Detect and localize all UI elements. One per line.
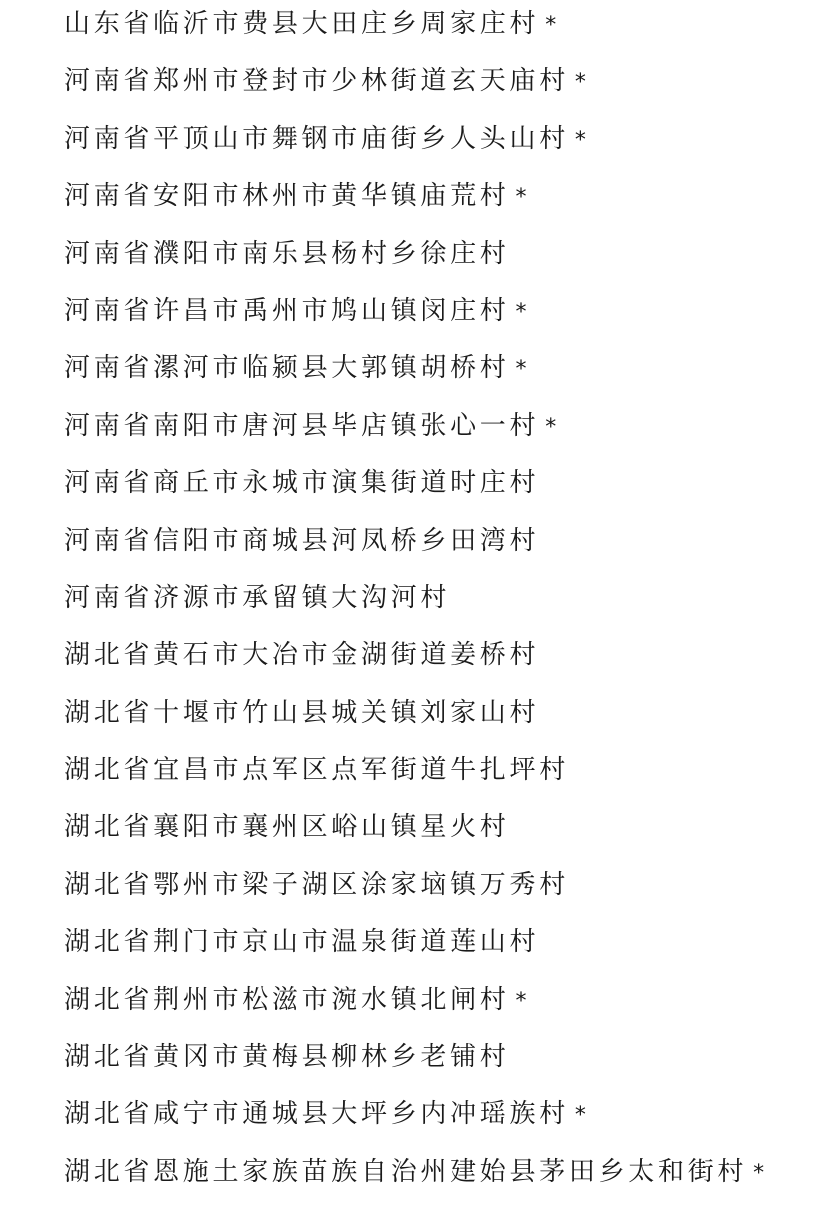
village-name: 湖北省鄂州市梁子湖区涂家垴镇万秀村 bbox=[64, 869, 569, 900]
village-name: 湖北省黄石市大冶市金湖街道姜桥村 bbox=[64, 640, 540, 671]
village-name: 河南省许昌市禹州市鸠山镇闵庄村 bbox=[64, 295, 510, 326]
village-name: 山东省临沂市费县大田庄乡周家庄村 bbox=[64, 9, 540, 39]
village-name: 湖北省襄阳市襄州区峪山镇星火村 bbox=[64, 812, 510, 843]
list-item bbox=[64, 803, 804, 860]
list-item bbox=[64, 0, 804, 57]
village-name: 湖北省黄冈市黄梅县柳林乡老铺村 bbox=[64, 1042, 510, 1073]
asterisk-mark: * bbox=[515, 299, 531, 325]
village-name: 湖北省荆州市松滋市涴水镇北闸村 bbox=[64, 984, 510, 1015]
list-item bbox=[64, 517, 804, 574]
list-item bbox=[64, 344, 804, 401]
list-item bbox=[64, 631, 804, 688]
list-item bbox=[64, 172, 804, 229]
list-item bbox=[64, 574, 804, 631]
village-name: 河南省郑州市登封市少林街道玄天庙村 bbox=[64, 66, 569, 97]
asterisk-mark: * bbox=[574, 127, 590, 153]
list-item bbox=[64, 746, 804, 803]
list-item bbox=[64, 402, 804, 459]
village-name: 河南省濮阳市南乐县杨村乡徐庄村 bbox=[64, 238, 510, 269]
village-name: 湖北省十堰市竹山县城关镇刘家山村 bbox=[64, 697, 540, 728]
list-item bbox=[64, 1148, 804, 1205]
list-item bbox=[64, 976, 804, 1033]
village-name: 湖北省宜昌市点军区点军街道牛扎坪村 bbox=[64, 755, 569, 786]
asterisk-mark: * bbox=[515, 988, 531, 1014]
village-list bbox=[64, 0, 804, 1205]
list-item bbox=[64, 689, 804, 746]
asterisk-mark: * bbox=[545, 414, 560, 440]
list-item bbox=[64, 230, 804, 287]
village-name: 河南省安阳市林州市黄华镇庙荒村 bbox=[64, 181, 510, 212]
asterisk-mark: * bbox=[515, 185, 531, 211]
village-name: 河南省漯河市临颍县大郭镇胡桥村 bbox=[64, 353, 510, 384]
list-item bbox=[64, 115, 804, 172]
list-item bbox=[64, 287, 804, 344]
village-name: 湖北省荆门市京山市温泉街道莲山村 bbox=[64, 927, 540, 958]
list-item bbox=[64, 1090, 804, 1147]
asterisk-mark: * bbox=[515, 357, 531, 383]
list-item bbox=[64, 861, 804, 918]
asterisk-mark: * bbox=[574, 1103, 590, 1129]
village-name: 河南省南阳市唐河县毕店镇张心一村 bbox=[64, 410, 540, 441]
asterisk-mark: * bbox=[753, 1160, 768, 1186]
asterisk-mark: * bbox=[574, 70, 590, 96]
village-name: 湖北省恩施土家族苗族自治州建始县茅田乡太和街村 bbox=[64, 1156, 748, 1187]
list-item bbox=[64, 918, 804, 975]
village-name: 河南省商丘市永城市演集街道时庄村 bbox=[64, 468, 540, 499]
village-name: 湖北省咸宁市通城县大坪乡内冲瑶族村 bbox=[64, 1099, 569, 1130]
list-item bbox=[64, 57, 804, 114]
list-item bbox=[64, 459, 804, 516]
list-item bbox=[64, 1033, 804, 1090]
village-name: 河南省平顶山市舞钢市庙街乡人头山村 bbox=[64, 123, 569, 154]
asterisk-mark: * bbox=[545, 13, 560, 38]
village-name: 河南省济源市承留镇大沟河村 bbox=[64, 582, 451, 613]
village-name: 河南省信阳市商城县河凤桥乡田湾村 bbox=[64, 525, 540, 556]
